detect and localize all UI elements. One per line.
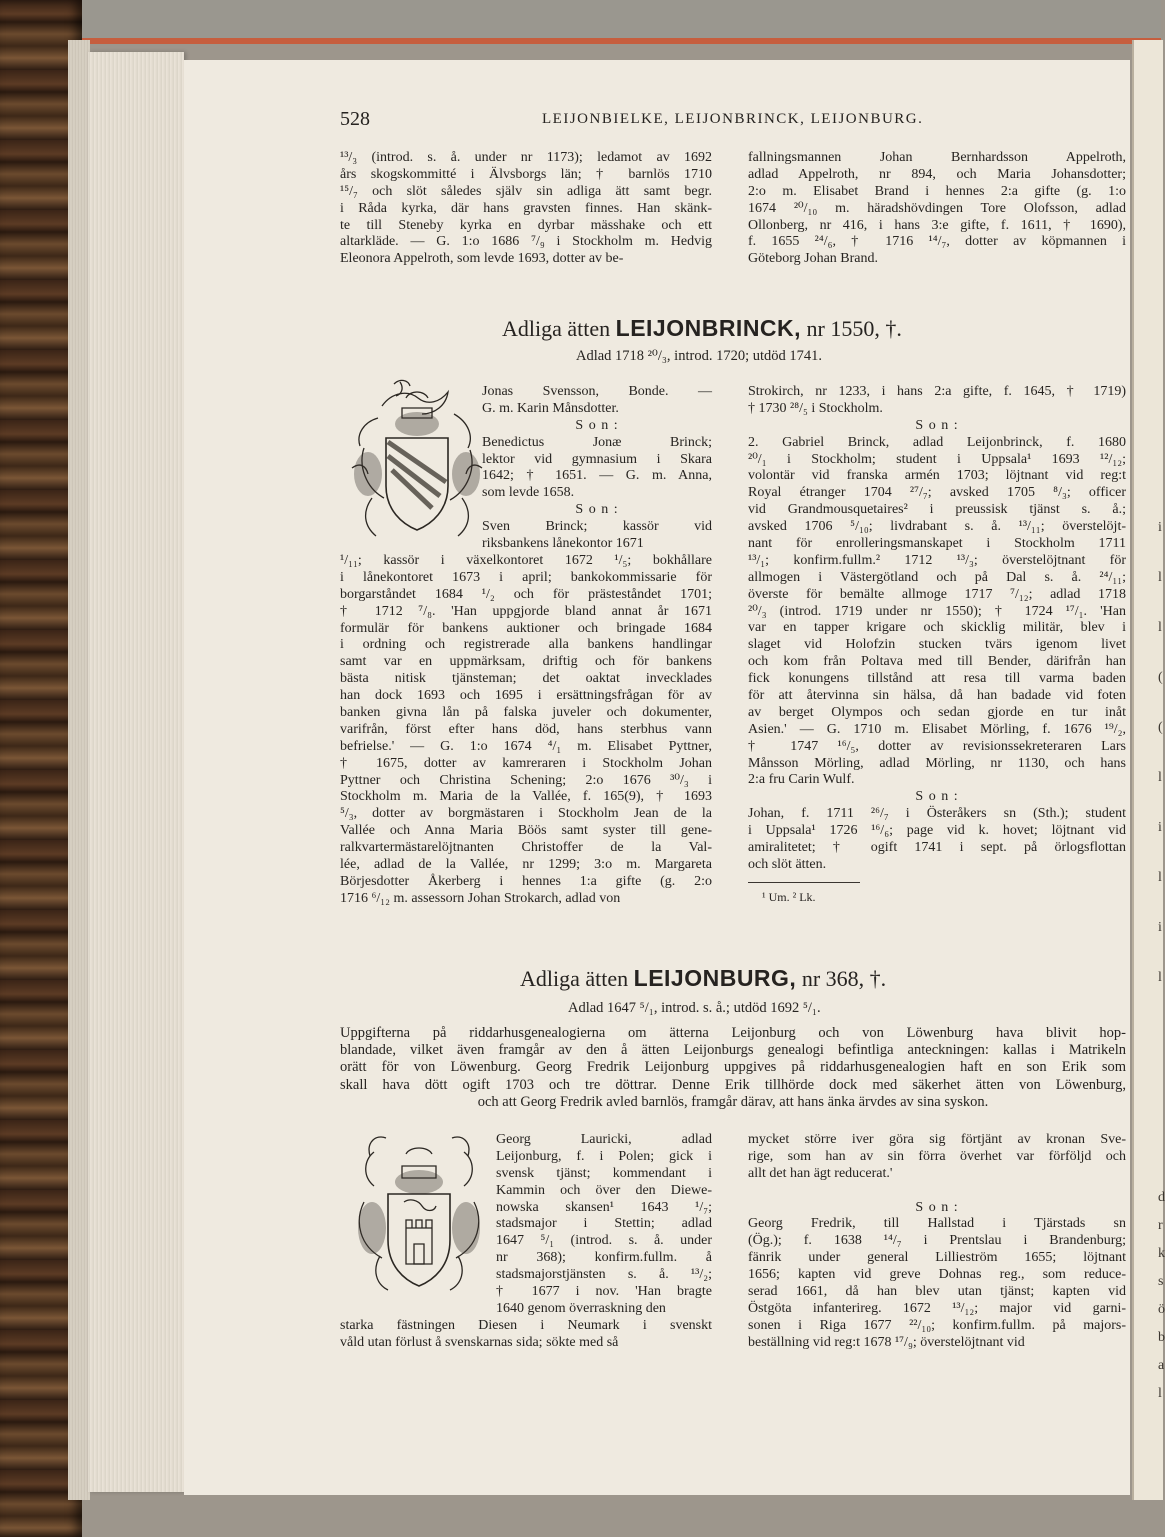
text-line: Börjesdotter Åkerberg i hennes 1:a gifte (g. 2:o bbox=[340, 873, 712, 889]
text-line: Benedictus Jonæ Brinck; bbox=[482, 434, 712, 450]
text-line: te till Steneby kyrka en dyrbar mässhake och ett bbox=[340, 217, 712, 233]
top-left-column bbox=[340, 150, 712, 268]
section2-left-short-column bbox=[496, 1132, 712, 1318]
text-line: Vallée och Anna Maria Böös samt syster till gene- bbox=[340, 823, 712, 839]
text-line: års skogskommitté i Älvsborgs län; † barnlös 1710 bbox=[340, 166, 712, 182]
text-line: beställning vid reg:t 1678 ¹⁷/₉; överstelöjtnant vid bbox=[748, 1334, 1025, 1350]
text-line: och slöt ätten. bbox=[748, 856, 827, 872]
text-line: rige, som han av sin förra överhet var förföljd och bbox=[748, 1148, 1126, 1164]
text-line: serad 1661, då han blev utan tjänst; kapten vid bbox=[748, 1284, 1126, 1300]
text-line: nowska skansen¹ 1643 ¹/₇; bbox=[496, 1199, 712, 1215]
facing-page-glyph: b bbox=[1158, 1330, 1165, 1345]
text-line: sonen i Riga 1677 ²²/₁₀; konfirm.fullm. på majors- bbox=[748, 1317, 1126, 1333]
facing-page-glyph: r bbox=[1158, 1218, 1163, 1233]
text-line: Johan, f. 1711 ²⁶/₇ i Österåkers sn (Sth.); student bbox=[748, 806, 1126, 822]
section-title-name: LEIJONBURG, bbox=[633, 965, 797, 991]
text-line: Leijonburg, f. i Polen; gick i bbox=[496, 1148, 712, 1164]
text-line: Jonas Svensson, Bonde. — bbox=[482, 384, 712, 399]
section-subtitle-leijonburg: Adlad 1647 ⁵/₁, introd. s. å.; utdöd 1692 ⁵/₁. bbox=[568, 1000, 821, 1016]
page-number: 528 bbox=[340, 108, 370, 130]
section1-right-column bbox=[748, 384, 1126, 874]
text-line: altarkläde. — G. 1:o 1686 ⁷/₉ i Stockholm m. Hedvig bbox=[340, 234, 712, 250]
text-line: formulär för bankens auktioner och bringade 1684 bbox=[340, 620, 712, 636]
text-line: ¹³/₃ (introd. s. å. under nr 1173); ledamot av 1692 bbox=[340, 150, 712, 165]
text-line: som levde 1658. bbox=[482, 485, 575, 501]
text-line: 1656; kapten vid greve Dohnas reg., som reduce- bbox=[748, 1267, 1126, 1283]
text-line: 1674 ²⁰/₁₀ m. häradshövdingen Tore Olofsson, adlad bbox=[748, 200, 1126, 216]
text-line: blandade, vilket även framgår av den å ätten Leijonburgs genealogi befintliga anteckningen: kallas i Matrikeln bbox=[340, 1042, 1126, 1059]
facing-page-glyph: l bbox=[1158, 970, 1162, 985]
section2-right-column bbox=[748, 1132, 1126, 1352]
text-line: 1647 ⁵/₁ (introd. s. å. under bbox=[496, 1233, 712, 1249]
book-spine-edge bbox=[68, 40, 90, 1500]
text-line: Månsson Mörling, adlad Mörling, nr 1130, och hans bbox=[748, 755, 1126, 771]
text-line: 2:a fru Carin Wulf. bbox=[748, 772, 855, 788]
page-stack-edge bbox=[88, 52, 184, 1492]
text-line: Strokirch, nr 1233, i hans 2:a gifte, f. 1645, † 1719) bbox=[748, 384, 1126, 399]
text-line: fänrik under general Lillieström 1655; löjtnant bbox=[748, 1250, 1126, 1266]
facing-page-glyph: s bbox=[1158, 1274, 1164, 1289]
text-line: Eleonora Appelroth, som levde 1693, dotter av be- bbox=[340, 251, 624, 267]
scan-background bbox=[40, 0, 1161, 38]
section1-left-short-column bbox=[482, 384, 712, 553]
text-line: volontär vid franska armén 1703; löjtnant vid reg:t bbox=[748, 468, 1126, 484]
text-line: samt var en uppmärksam, driftig och för bankens bbox=[340, 654, 712, 670]
text-line: och kom från Poltava med till Bender, därifrån han bbox=[748, 654, 1126, 670]
text-line: nant för enrolleringsmanskapet i Stockholm 1711 bbox=[748, 536, 1126, 552]
footnote-rule bbox=[748, 882, 860, 883]
text-line: bästa nitisk tjänsteman; det oaktat invecklades bbox=[340, 671, 712, 687]
facing-page-glyph: l bbox=[1158, 620, 1162, 635]
text-line: stadsmajor i Stettin; adlad bbox=[496, 1216, 712, 1232]
facing-page-glyph: ö bbox=[1158, 1302, 1165, 1317]
section2-intro bbox=[340, 1025, 1126, 1111]
text-line: Östgöta infanterireg. 1672 ¹³/₁₂; major vid garni- bbox=[748, 1300, 1126, 1316]
text-line: borgarståndet 1684 ¹/₂ och för prästeståndet 1701; bbox=[340, 586, 712, 602]
text-line: slaget vid Holofzin stucken tvärs igenom livet bbox=[748, 637, 1126, 653]
text-line: 2. Gabriel Brinck, adlad Leijonbrinck, f. 1680 bbox=[748, 434, 1126, 450]
text-line: ²⁰/₃ (introd. 1719 under nr 1550); † 1724 ¹⁷/₁. 'Han bbox=[748, 603, 1126, 619]
text-line: Asien.' — G. 1710 m. Elisabet Mörling, f. 1676 ¹⁹/₂, bbox=[748, 721, 1126, 737]
coat-of-arms-leijonbrinck bbox=[342, 378, 492, 548]
text-line: † 1747 ¹⁶/₅, dotter av revisionssekreteraren Lars bbox=[748, 738, 1126, 754]
text-line: Sven Brinck; kassör vid bbox=[482, 519, 712, 535]
text-line: Royal étranger 1704 ²⁷/₇; avsked 1705 ⁸/₃; officer bbox=[748, 485, 1126, 501]
book-top-edge bbox=[40, 38, 1161, 44]
text-line: ¹/₁₁; kassör i växelkontoret 1672 ¹/₅; bokhållare bbox=[340, 553, 712, 568]
text-line: Kammin och över den Diewe- bbox=[496, 1182, 712, 1198]
text-line: våld utan förlust å svenskarnas sida; sökte med så bbox=[340, 1334, 619, 1350]
footnote: ¹ Um. ² Lk. bbox=[762, 890, 816, 904]
facing-page-glyph: i bbox=[1158, 520, 1162, 535]
text-line: mycket större iver göra sig förtjänt av kronan Sve- bbox=[748, 1132, 1126, 1147]
text-line: S o n : bbox=[575, 502, 619, 518]
text-line: ralkvartermästarelöjtnanten Christoffer de la Val- bbox=[340, 840, 712, 856]
text-line: (Ög.); f. 1638 ¹⁴/₇ i Prentslau i Brandenburg; bbox=[748, 1233, 1126, 1249]
text-line: 1716 ⁶/₁₂ m. assessorn Johan Strokarch, adlad von bbox=[340, 890, 621, 906]
facing-page-glyph: l bbox=[1158, 570, 1162, 585]
text-line: 1640 genom överraskning den bbox=[496, 1300, 666, 1316]
text-line: G. m. Karin Månsdotter. bbox=[482, 400, 619, 416]
running-head-title: LEIJONBIELKE, LEIJONBRINCK, LEIJONBURG. bbox=[542, 111, 924, 127]
text-line: han dock 1693 och 1695 i ersättningsfrågan för av bbox=[340, 688, 712, 704]
text-line: fick konungens tillstånd att resa till varma baden bbox=[748, 671, 1126, 687]
text-line: lektor vid gymnasium i Skara bbox=[482, 451, 712, 467]
facing-page-strip bbox=[1132, 40, 1163, 1500]
section-title-suffix: nr 1550, †. bbox=[806, 316, 902, 341]
text-line: Göteborg Johan Brand. bbox=[748, 251, 878, 267]
text-line: Georg Fredrik, till Hallstad i Tjärstads sn bbox=[748, 1216, 1126, 1232]
text-line: för att återvinna sin hälsa, då han badade vid foten bbox=[748, 688, 1126, 704]
facing-page-glyph: l bbox=[1158, 1386, 1162, 1401]
text-line: Pyttner och Christina Schening; 2:o 1676 ³⁰/₃ i bbox=[340, 772, 712, 788]
text-line: skall hava dött ogift 1703 och tre döttrar. Denne Erik tillhörde dock med säkerhet ätten von Löwenburg, bbox=[340, 1076, 1126, 1093]
facing-page-glyph: d bbox=[1158, 1190, 1165, 1205]
text-line: S o n : bbox=[915, 417, 959, 433]
facing-page-glyph: i bbox=[1158, 820, 1162, 835]
text-line bbox=[748, 1183, 1126, 1200]
text-line: allt det han ägt reducerat.' bbox=[748, 1165, 893, 1181]
section-title-leijonbrinck bbox=[502, 315, 902, 342]
text-line: av berget Olympos och sedan gjorde en tur inåt bbox=[748, 704, 1126, 720]
facing-page-glyph: l bbox=[1158, 870, 1162, 885]
text-line: † 1730 ²⁸/₅ i Stockholm. bbox=[748, 400, 883, 416]
text-line: varifrån, först efter hans död, hans sterbhus vann bbox=[340, 721, 712, 737]
text-line: befrielse.' — G. 1:o 1674 ⁴/₁ m. Elisabet Pyttner, bbox=[340, 738, 712, 754]
top-right-column bbox=[748, 150, 1126, 268]
text-line: † 1677 i nov. 'Han bragte bbox=[496, 1284, 712, 1300]
text-line: i Uppsala¹ 1726 ¹⁶/₆; page vid k. hovet; löjtnant vid bbox=[748, 823, 1126, 839]
text-line: avsked 1706 ⁵/₁₀; livdrabant s. å. ¹³/₁₁; överstelöjt- bbox=[748, 519, 1126, 535]
text-line: och att Georg Fredrik avled barnlös, framgår därav, att hans änka ärvdes av sina syskon. bbox=[477, 1093, 989, 1110]
text-line: S o n : bbox=[915, 789, 959, 805]
text-line: S o n : bbox=[915, 1199, 959, 1215]
text-line: ⁵/₃, dotter av borgmästaren i Stockholm Jean de la bbox=[340, 806, 712, 822]
text-line: allmogen i Västergötland och på Dal s. å. ²⁴/₁₁; bbox=[748, 569, 1126, 585]
section-title-leijonburg bbox=[520, 965, 886, 992]
facing-page-glyph: i bbox=[1158, 920, 1162, 935]
section-subtitle-leijonbrinck: Adlad 1718 ²⁰/₃, introd. 1720; utdöd 1741. bbox=[576, 348, 822, 364]
text-line: nr 368); konfirm.fullm. å bbox=[496, 1250, 712, 1266]
facing-page-glyph: k bbox=[1158, 1246, 1165, 1261]
book-page bbox=[184, 60, 1130, 1495]
text-line: Ollonberg, nr 416, i hans 3:e gifte, f. 1611, † 1690), bbox=[748, 217, 1126, 233]
text-line: † 1675, dotter av kamreraren i Stockholm Johan bbox=[340, 755, 712, 771]
text-line: S o n : bbox=[575, 417, 619, 433]
text-line: ¹⁵/₇ och slöt således själv sin adliga ätt samt begr. bbox=[340, 183, 712, 199]
facing-page-glyph: a bbox=[1158, 1358, 1165, 1373]
facing-page-glyph: ( bbox=[1158, 670, 1163, 685]
text-line: f. 1655 ²⁴/₆, † 1716 ¹⁴/₇, dotter av köpmannen i bbox=[748, 234, 1126, 250]
text-line: adlad Appelroth, nr 894, och Maria Johansdotter; bbox=[748, 166, 1126, 182]
text-line: starka fästningen Diesen i Neumark i svenskt bbox=[340, 1318, 712, 1333]
section-title-name: LEIJONBRINCK, bbox=[615, 315, 802, 341]
text-line: Uppgifterna på riddarhusgenealogierna om ätterna Leijonburg och von Löwenburg hava blivit hop- bbox=[340, 1025, 1126, 1041]
text-line: i ordning och registrerade alla bankens handlingar bbox=[340, 637, 712, 653]
text-line: † 1712 ⁷/₈. 'Han uppgjorde bland annat år 1671 bbox=[340, 603, 712, 619]
text-line: i lånekontoret 1673 i april; bankokommissarie för bbox=[340, 569, 712, 585]
text-line: fallningsmannen Johan Bernhardsson Appelroth, bbox=[748, 150, 1126, 165]
facing-page-glyph: ( bbox=[1158, 720, 1163, 735]
facing-page-glyph: l bbox=[1158, 770, 1162, 785]
section-title-prefix: Adliga ätten bbox=[520, 966, 629, 991]
section-title-prefix: Adliga ätten bbox=[502, 316, 611, 341]
section-title-suffix: nr 368, †. bbox=[801, 966, 887, 991]
text-line: lée, adlad de la Vallée, nr 1299; 3:o m. Margareta bbox=[340, 857, 712, 873]
text-line: var en tapper krigare och skicklig militär, blev i bbox=[748, 620, 1126, 636]
text-line: banken givna lån på falska juveler och dokumenter, bbox=[340, 705, 712, 721]
text-line: i Råda kyrka, där hans gravsten finnes. Han skänk- bbox=[340, 200, 712, 216]
text-line: Georg Lauricki, adlad bbox=[496, 1132, 712, 1147]
section1-left-column bbox=[340, 553, 712, 908]
text-line: orätt för von Löwenburg. Georg Fredrik Leijonburg uppgives på riddarhusgenealogien haft en son Erik som bbox=[340, 1059, 1126, 1076]
text-line: svensk tjänst; kommendant i bbox=[496, 1165, 712, 1181]
text-line: ²⁰/₁ i Stockholm; student i Uppsala¹ 1693 ¹²/₁₂; bbox=[748, 451, 1126, 467]
text-line: vid Grandmousquetaires² i preussisk tjänst s. å.; bbox=[748, 502, 1126, 518]
text-line: överste för bemälte allmoge 1717 ⁷/₁₂; adlad 1718 bbox=[748, 586, 1126, 602]
text-line: amiralitetet; † ogift 1741 i sept. på örlogsflottan bbox=[748, 840, 1126, 856]
section2-left-column bbox=[340, 1318, 712, 1352]
text-line: stadsmajorstjänsten s. å. ¹³/₂; bbox=[496, 1267, 712, 1283]
text-line: ¹³/₁; konfirm.fullm.² 1712 ¹³/₃; överstelöjtnant för bbox=[748, 552, 1126, 568]
text-line: 1642; † 1651. — G. m. Anna, bbox=[482, 468, 712, 484]
text-line: Stockholm m. Maria de la Vallée, f. 165(9), † 1693 bbox=[340, 789, 712, 805]
text-line: riksbankens lånekontor 1671 bbox=[482, 536, 644, 552]
coat-of-arms-leijonburg bbox=[344, 1132, 494, 1302]
text-line: 2:o m. Elisabet Brand i hennes 2:a gifte (g. 1:o bbox=[748, 183, 1126, 199]
